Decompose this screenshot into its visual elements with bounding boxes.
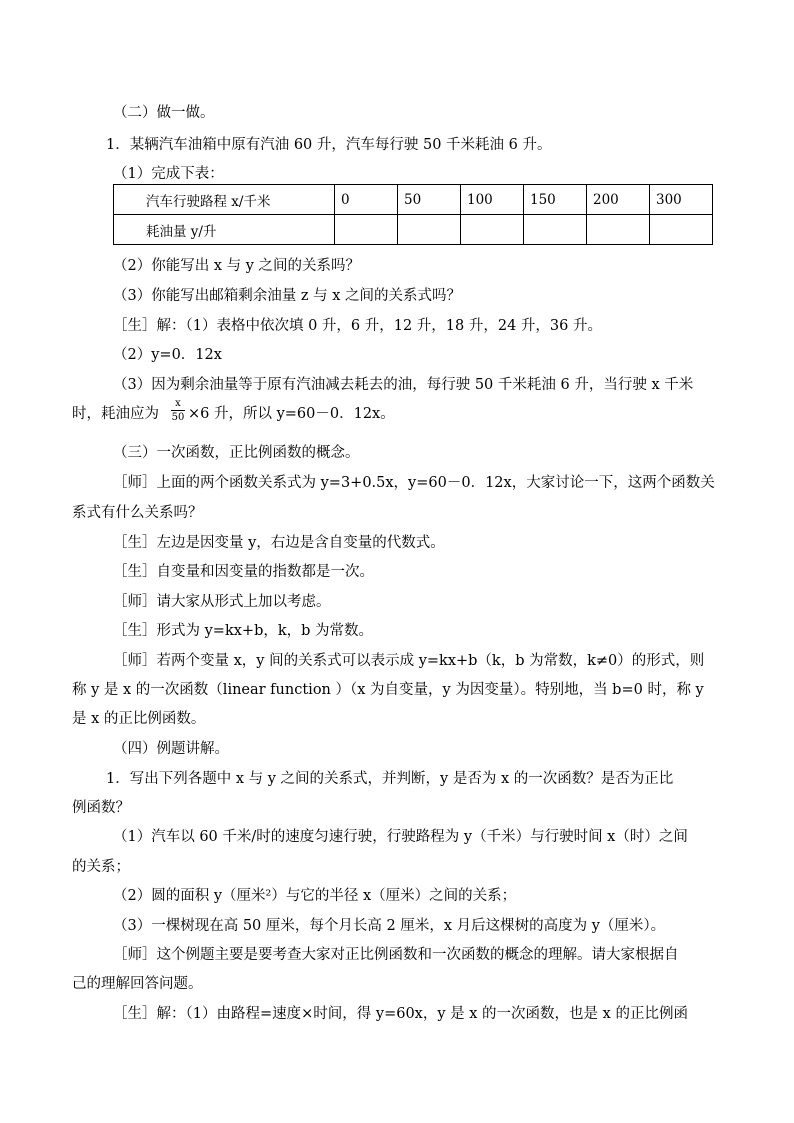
table-instruction: （1）完成下表： — [113, 166, 224, 182]
table-cell — [335, 215, 398, 245]
example-item-3: （3）一棵树现在高 50 厘米，每个月长高 2 厘米，x 月后这棵树的高度为 y（厘米）。 — [113, 918, 666, 934]
table-cell — [587, 215, 650, 245]
student-answer-3-line2-end: ×6 升，所以 y=60－0．12x。 — [188, 406, 395, 422]
teacher-explanation-line1: ［师］这个例题主要是要考查大家对正比例函数和一次函数的概念的理解。请大家根据自 — [113, 947, 679, 963]
student-answer-3-line1: （3）因为剩余油量等于原有汽油减去耗去的油，每行驶 50 千米耗油 6 升，当行驶 x 千米 — [113, 377, 694, 393]
student-answer-1: ［生］解：（1）表格中依次填 0 升，6 升，12 升，18 升，24 升，36 升。 — [113, 318, 602, 334]
fraction-denominator: 50 — [171, 412, 185, 423]
table-cell — [650, 215, 713, 245]
table-cell: 0 — [335, 185, 398, 215]
student-answer-2: （2）y=0．12x — [113, 347, 222, 363]
table-cell — [398, 215, 461, 245]
section-heading-examples: （四）例题讲解。 — [113, 741, 229, 757]
teacher-prompt-line2: 系式有什么关系吗？ — [72, 505, 203, 521]
teacher-hint: ［师］请大家从形式上加以考虑。 — [113, 594, 331, 610]
table-cell — [461, 215, 524, 245]
table-row — [114, 215, 713, 245]
example-item-2: （2）圆的面积 y（厘米²）与它的半径 x（厘米）之间的关系； — [113, 888, 517, 904]
section-heading-concepts: （三）一次函数，正比例函数的概念。 — [113, 445, 360, 461]
teacher-explanation-line2: 己的理解回答问题。 — [72, 976, 203, 992]
table-header-fuel: 耗油量 y/升 — [114, 215, 335, 245]
table-row — [114, 185, 713, 215]
problem-1-statement: 1．某辆汽车油箱中原有汽油 60 升，汽车每行驶 50 千米耗油 6 升。 — [106, 137, 552, 153]
fuel-table — [113, 184, 713, 245]
section-heading-do-it: （二）做一做。 — [113, 105, 215, 121]
example-1-line2: 例函数？ — [72, 800, 130, 816]
fraction-numerator: x — [175, 398, 181, 409]
example-1-line1: 1．写出下列各题中 x 与 y 之间的关系式，并判断，y 是否为 x 的一次函数？是否为正比 — [106, 771, 674, 787]
student-answer-3-line2-start: 时，耗油应为 — [72, 406, 159, 422]
student-reply-1: ［生］左边是因变量 y，右边是含自变量的代数式。 — [113, 535, 445, 551]
table-cell: 300 — [650, 185, 713, 215]
fraction-bar — [171, 410, 185, 411]
question-2: （2）你能写出 x 与 y 之间的关系吗？ — [113, 258, 361, 274]
example-item-1-line1: （1）汽车以 60 千米/时的速度匀速行驶，行驶路程为 y（千米）与行驶时间 x（时）之间 — [113, 829, 688, 845]
table-cell: 50 — [398, 185, 461, 215]
question-3: （3）你能写出邮箱剩余油量 z 与 x 之间的关系式吗？ — [113, 288, 461, 304]
teacher-prompt-line1: ［师］上面的两个函数关系式为 y=3+0.5x，y=60－0．12x，大家讨论一下，这两个函数关 — [113, 475, 715, 491]
student-solution-line1: ［生］解：（1）由路程=速度×时间，得 y=60x，y 是 x 的一次函数，也是 x 的正比例函 — [113, 1006, 688, 1022]
table-cell — [524, 215, 587, 245]
example-item-1-line2: 的关系； — [72, 859, 130, 875]
table-cell: 200 — [587, 185, 650, 215]
table-header-distance: 汽车行驶路程 x/千米 — [114, 185, 335, 215]
definition-line2: 称 y 是 x 的一次函数（linear function ）（x 为自变量，y 为因变量）。特别地，当 b=0 时，称 y — [72, 682, 704, 698]
table-cell: 100 — [461, 185, 524, 215]
table-cell: 150 — [524, 185, 587, 215]
definition-line1: ［师］若两个变量 x，y 间的关系式可以表示成 y=kx+b（k，b 为常数，k≠0）的形式，则 — [113, 653, 705, 669]
student-reply-3: ［生］形式为 y=kx+b，k，b 为常数。 — [113, 623, 374, 639]
definition-line3: 是 x 的正比例函数。 — [72, 711, 206, 727]
student-reply-2: ［生］自变量和因变量的指数都是一次。 — [113, 564, 374, 580]
